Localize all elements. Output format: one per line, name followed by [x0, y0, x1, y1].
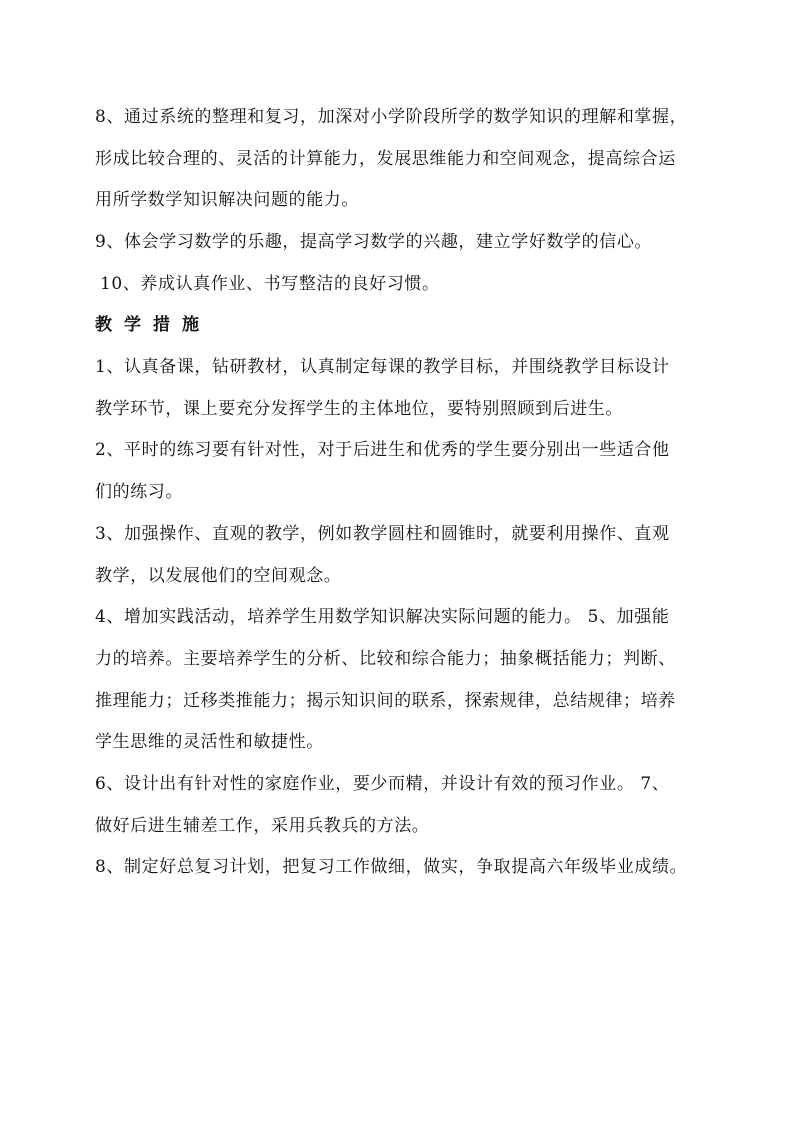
measure-line: 3、加强操作、直观的教学，例如教学圆柱和圆锥时，就要利用操作、直观: [95, 524, 670, 544]
measure-line: 2、平时的练习要有针对性，对于后进生和优秀的学生要分别出一些适合他: [95, 440, 670, 460]
measure-line: 1、认真备课，钻研教材，认真制定每课的教学目标，并围绕教学目标设计: [95, 357, 670, 377]
measure-line: 做好后进生辅差工作，采用兵教兵的方法。: [95, 816, 430, 836]
measure-line: 教学，以发展他们的空间观念。: [95, 566, 342, 586]
goal-line: 形成比较合理的、灵活的计算能力，发展思维能力和空间观念，提高综合运: [95, 149, 676, 169]
goal-line: 10、养成认真作业、书写整洁的良好习惯。: [100, 274, 440, 294]
measure-line: 教学环节，课上要充分发挥学生的主体地位，要特别照顾到后进生。: [95, 399, 623, 419]
goal-line: 8、通过系统的整理和复习，加深对小学阶段所学的数学知识的理解和掌握，: [95, 107, 688, 127]
measure-line: 8、制定好总复习计划，把复习工作做细，做实，争取提高六年级毕业成绩。: [95, 857, 688, 877]
section-heading: 教学措施: [95, 315, 211, 335]
measure-line: 6、设计出有针对性的家庭作业，要少而精，并设计有效的预习作业。 7、: [95, 774, 670, 794]
measure-line: 力的培养。主要培养学生的分析、比较和综合能力；抽象概括能力；判断、: [95, 649, 676, 669]
goal-line: 9、体会学习数学的乐趣，提高学习数学的兴趣，建立学好数学的信心。: [95, 232, 653, 252]
measure-line: 学生思维的灵活性和敏捷性。: [95, 732, 324, 752]
measure-line: 推理能力；迁移类推能力；揭示知识间的联系，探索规律，总结规律；培养: [95, 691, 676, 711]
measure-line: 4、增加实践活动，培养学生用数学知识解决实际问题的能力。 5、加强能: [95, 607, 670, 627]
measure-line: 们的练习。: [95, 482, 183, 502]
goal-line: 用所学数学知识解决问题的能力。: [95, 190, 359, 210]
